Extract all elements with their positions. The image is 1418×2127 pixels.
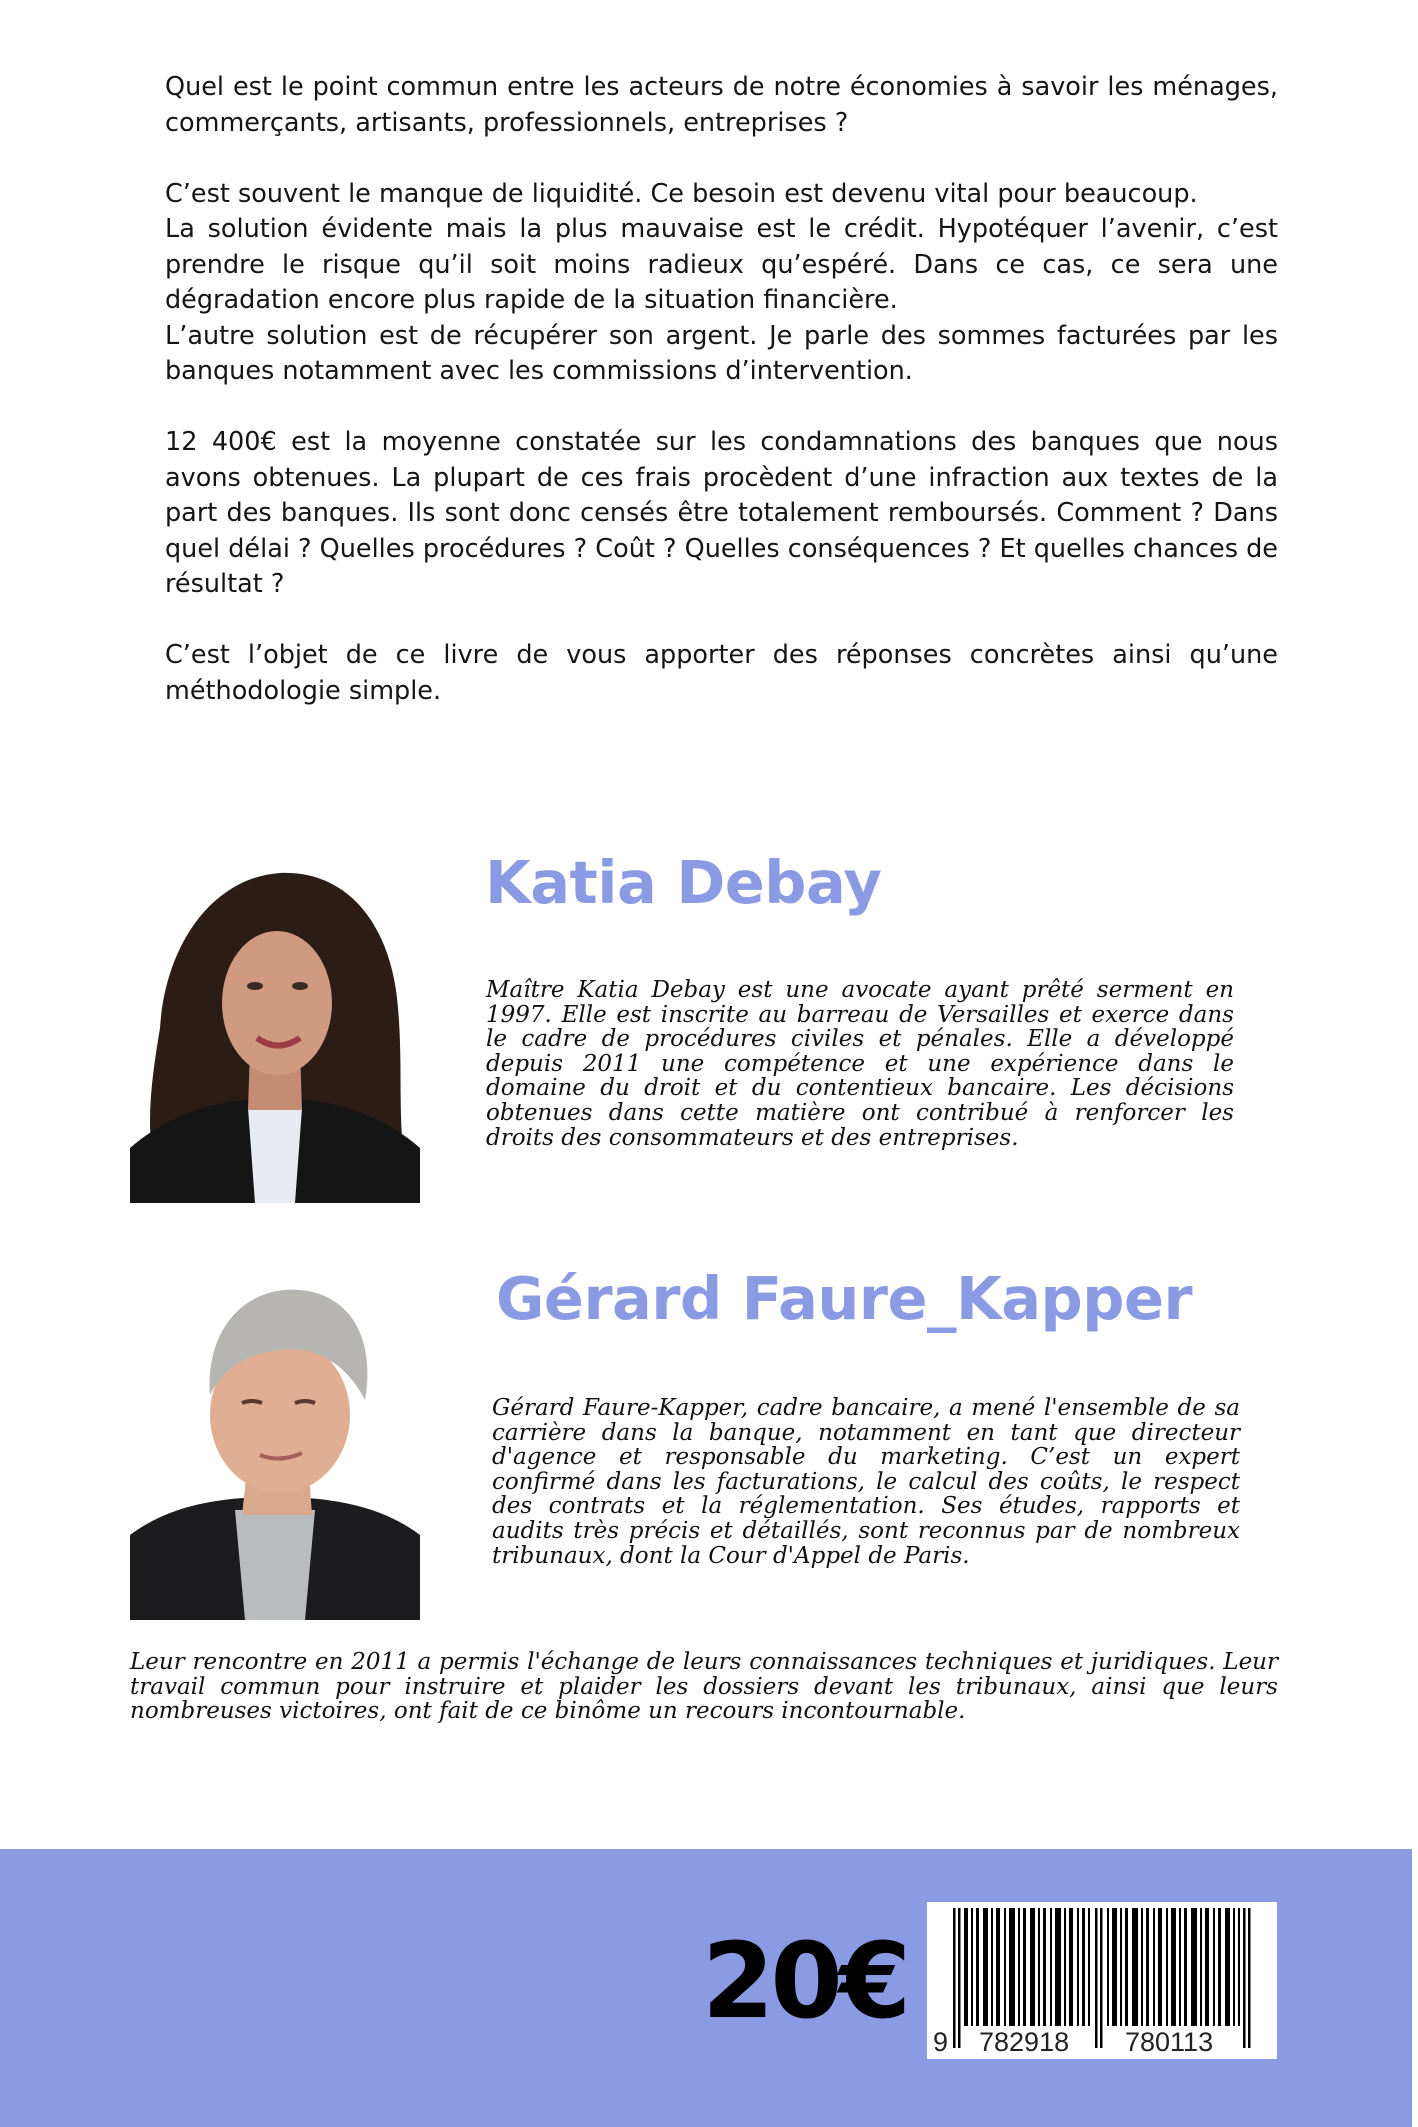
intro-text	[165, 70, 1278, 745]
intro-paragraph-3: 12 400€ est la moyenne constatée sur les condamnations des banques que nous avons obtenues. La plupart de ces frais procèdent d’une infraction aux textes de la part des banques. Ils sont donc censés être totalement remboursés. Comment ? Dans quel délai ? Quelles procédures ? Coût ? Quelles conséquences ? Et quelles chances de résultat ?	[165, 427, 1278, 599]
barcode-digit-first: 9	[933, 2027, 949, 2057]
barcode-digits-right: 780113	[1125, 2027, 1214, 2057]
closing-paragraph: Leur rencontre en 2011 a permis l'échange de leurs connaissances techniques et juridiques. Leur travail commun pour instruire et plaider les dossiers devant les tribunaux, ainsi que leurs nombreuses victoires, ont fait de ce binôme un recours incontournable.	[130, 1649, 1278, 1725]
intro-paragraph-2b: La solution évidente mais la plus mauvaise est le crédit. Hypotéquer l’avenir, c’est prendre le risque qu’il soit moins radieux qu’espéré. Dans ce cas, ce sera une dégradation encore plus rapide de la situation financière.	[165, 214, 1278, 315]
intro-paragraph-4: C’est l’objet de ce livre de vous apporter des réponses concrètes ainsi qu’une méthodologie simple.	[165, 640, 1278, 706]
author-name-gerard: Gérard Faure_Kapper	[496, 1264, 1193, 1333]
barcode	[927, 1902, 1277, 2059]
price-label: 20€	[702, 1920, 908, 2042]
barcode-digits-left: 782918	[979, 2027, 1070, 2057]
intro-paragraph-2c: L’autre solution est de récupérer son argent. Je parle des sommes facturées par les banques notamment avec les commissions d’intervention.	[165, 320, 1278, 386]
author-photo-gerard	[130, 1265, 420, 1620]
intro-paragraph-2a: C’est souvent le manque de liquidité. Ce besoin est devenu vital pour beaucoup.	[165, 178, 1198, 209]
author-bio-gerard: Gérard Faure-Kapper, cadre bancaire, a mené l'ensemble de sa carrière dans la banque, notamment en tant que directeur d'agence et responsable du marketing. C’est un expert confirmé dans les facturations, le calcul des coûts, le respect des contrats et la réglementation. Ses études, rapports et audits très précis et détaillés, sont reconnus par de nombreux tribunaux, dont la Cour d'Appel de Paris.	[492, 1395, 1240, 1569]
author-photo-katia	[130, 858, 420, 1203]
author-name-katia: Katia Debay	[485, 848, 882, 917]
barcode-digits	[927, 2027, 1277, 2057]
intro-paragraph-1: Quel est le point commun entre les acteurs de notre économies à savoir les ménages, commerçants, artisants, professionnels, entreprises ?	[165, 72, 1278, 138]
author-bio-katia: Maître Katia Debay est une avocate ayant prêté serment en 1997. Elle est inscrite au barreau de Versailles et exerce dans le cadre de procédures civiles et pénales. Elle a développé depuis 2011 une compétence et une expérience dans le domaine du droit et du contentieux bancaire. Les décisions obtenues dans cette matière ont contribué à renforcer les droits des consommateurs et des entreprises.	[486, 977, 1234, 1151]
